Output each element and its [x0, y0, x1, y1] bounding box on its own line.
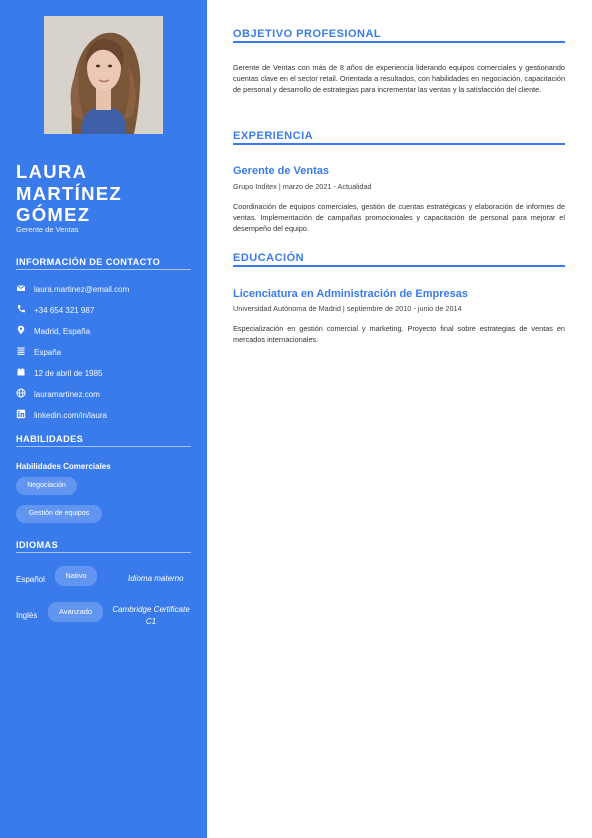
sidebar: [0, 0, 207, 838]
contact-website: [16, 388, 196, 402]
objective-text: Gerente de Ventas con más de 8 años de experiencia liderando equipos comerciales y gestionando cuentas clave en el sector retail. Orientada a resultados, con habilidades en negociación, capacitación de personal y desarrollo de estrategias para incrementar las ventas y la satisfacción del cliente.: [233, 63, 565, 94]
contact-country: [16, 346, 196, 360]
contact-birthdate-text: 12 de abril de 1985: [34, 369, 103, 378]
education-meta: Universidad Autónoma de Madrid | septiembre de 2010 - junio de 2014: [233, 304, 462, 313]
education-degree: Licenciatura en Administración de Empresas: [233, 288, 468, 300]
contact-phone: [16, 304, 196, 318]
language-level-pill: Nativo: [55, 566, 97, 586]
experience-role: Gerente de Ventas: [233, 165, 329, 177]
calendar-icon: [16, 367, 28, 379]
language-level-pill: Avanzado: [48, 602, 103, 622]
contact-birthdate: [16, 367, 196, 381]
person-name-line: MARTÍNEZ: [16, 182, 122, 204]
skill-pill: Negociación: [16, 477, 77, 495]
skill-pill: Gestión de equipos: [16, 505, 102, 523]
education-text: Especialización en gestión comercial y marketing. Proyecto final sobre estrategias de ventas en mercados internacionales.: [233, 324, 565, 344]
skills-group-title: Habilidades Comerciales: [16, 462, 111, 471]
education-heading: EDUCACIÓN: [233, 252, 565, 267]
profile-photo: [44, 16, 163, 134]
experience-meta: Grupo Inditex | marzo de 2021 - Actualidad: [233, 182, 372, 191]
experience-heading: EXPERIENCIA: [233, 130, 565, 145]
person-name-line: LAURA: [16, 161, 88, 182]
job-title: Gerente de Ventas: [16, 225, 79, 234]
flag-icon: [16, 346, 28, 358]
envelope-icon: [16, 283, 28, 295]
language-note: Idioma materno: [128, 574, 184, 583]
phone-icon: [16, 304, 28, 316]
contact-website-link[interactable]: lauramartinez.com: [34, 390, 100, 399]
contact-phone-link[interactable]: +34 654 321 987: [34, 306, 95, 315]
language-note: Cambridge Certificate C1: [112, 605, 190, 626]
contact-linkedin-link[interactable]: linkedin.com/in/laura: [34, 411, 107, 420]
experience-text: Coordinación de equipos comerciales, gestión de cuentas estratégicas y elaboración de informes de ventas. Implementación de campañas promocionales y capacitación de personal para mejorar el desempeño del equipo.: [233, 202, 565, 233]
language-name: Inglés: [16, 611, 38, 620]
objective-heading: OBJETIVO PROFESIONAL: [233, 28, 565, 43]
contact-email-link[interactable]: laura.martinez@email.com: [34, 285, 130, 294]
linkedin-icon: [16, 409, 28, 421]
languages-heading: IDIOMAS: [16, 540, 191, 553]
skills-heading: HABILIDADES: [16, 434, 191, 447]
language-name: Español: [16, 575, 45, 584]
person-name: [16, 161, 201, 226]
main-content: [207, 0, 592, 838]
contact-linkedin: [16, 409, 196, 423]
contact-city-text: Madrid, España: [34, 327, 91, 336]
globe-icon: [16, 388, 28, 400]
contact-email: [16, 283, 196, 297]
contact-city: [16, 325, 196, 339]
contact-heading: INFORMACIÓN DE CONTACTO: [16, 257, 191, 270]
contact-country-text: España: [34, 348, 62, 357]
person-name-line: GÓMEZ: [16, 204, 91, 225]
location-pin-icon: [16, 325, 28, 337]
